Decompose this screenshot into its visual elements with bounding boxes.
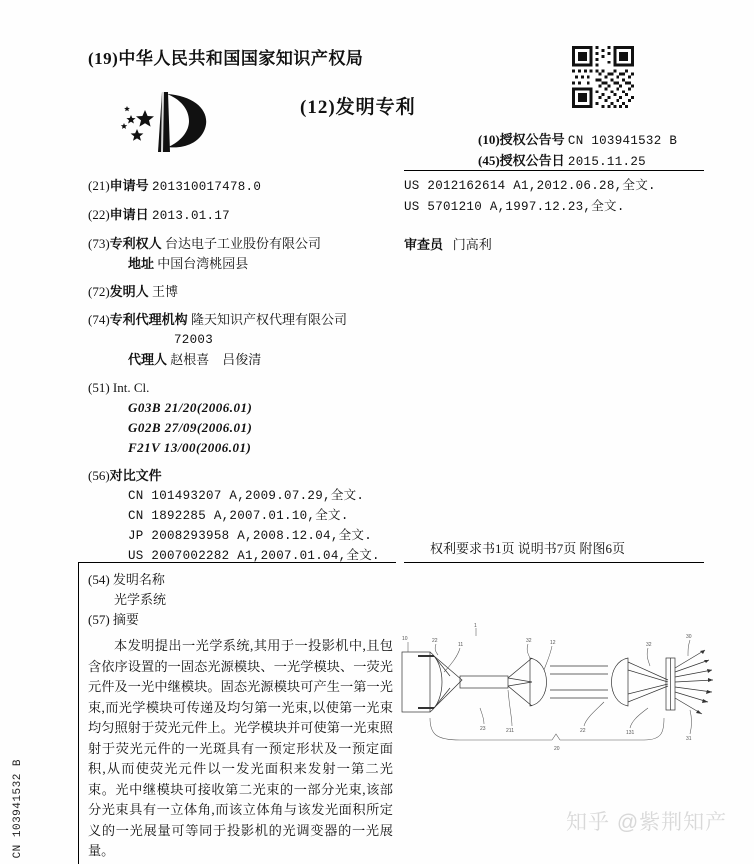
vertical-patent-code: CN 103941532 B [12, 758, 24, 858]
bottom-section-top-rule [78, 562, 396, 563]
agent-name-1: 赵根喜 [170, 352, 210, 367]
publication-block [478, 130, 677, 172]
abstract-divider-rule [404, 562, 704, 563]
inventor-value: 王博 [151, 284, 178, 299]
references-num: (56) [88, 468, 110, 483]
field-agency [88, 310, 398, 370]
svg-text:32: 32 [526, 638, 532, 644]
bottom-section-left-rule [78, 562, 79, 864]
invention-title: 光学系统 [114, 592, 167, 607]
issuing-office-line [88, 44, 363, 69]
kind-name: 发明专利 [335, 97, 416, 118]
optical-system-diagram [400, 622, 730, 762]
site-watermark: 知乎 @紫荆知产 [566, 811, 728, 834]
invention-section [88, 570, 400, 862]
svg-text:11: 11 [458, 642, 464, 648]
assignee-row [88, 234, 398, 254]
assignee-value: 台达电子工业股份有限公司 [164, 236, 321, 251]
qr-code-icon [572, 46, 634, 108]
assignee-num: (73) [88, 236, 110, 251]
references-label: 对比文件 [109, 468, 162, 483]
agent-row [88, 350, 398, 370]
publication-number-row [478, 130, 677, 151]
field-application-number [88, 176, 398, 197]
field-assignee [88, 234, 398, 274]
abstract-header [88, 610, 400, 630]
office-number: (19) [88, 49, 119, 68]
field-application-date [88, 205, 398, 226]
publication-number-label: (10)授权公告号 [478, 132, 565, 147]
agency-row [88, 310, 398, 330]
assignee-address-label: 地址 [128, 256, 155, 271]
ipc-num: (51) [88, 380, 110, 395]
application-date-label: 申请日 [109, 207, 149, 222]
header-divider-rule [404, 170, 704, 171]
reference-entry: CN 1892285 A,2007.01.10,全文. [128, 509, 349, 523]
reference-entry: US 2007002282 A1,2007.01.04,全文. [128, 549, 380, 563]
publication-number-value: CN 103941532 B [567, 134, 678, 148]
examiner-label: 审查员 [404, 237, 444, 252]
application-number-value: 201310017478.0 [151, 180, 262, 194]
inventor-num: (72) [88, 284, 110, 299]
reference-entry: US 2012162614 A1,2012.06.28,全文. [404, 179, 656, 193]
field-references [88, 466, 398, 566]
svg-text:12: 12 [550, 640, 556, 646]
ipc-entry: F21V 13/00(2006.01) [128, 440, 252, 455]
inventor-label: 发明人 [109, 284, 149, 299]
svg-text:1: 1 [474, 623, 477, 629]
cnipa-logo-icon [112, 90, 220, 156]
references-header [88, 466, 398, 486]
publication-date-value: 2015.11.25 [567, 155, 646, 169]
application-number-num: (21) [88, 178, 110, 193]
application-date-value: 2013.01.17 [151, 209, 230, 223]
svg-text:32: 32 [646, 642, 652, 648]
svg-text:22: 22 [432, 638, 438, 644]
reference-entry: CN 101493207 A,2009.07.29,全文. [128, 489, 365, 503]
svg-text:131: 131 [626, 730, 635, 736]
bibliographic-right-column [404, 176, 704, 255]
svg-text:23: 23 [480, 726, 486, 732]
ipc-entry: G03B 21/20(2006.01) [128, 400, 253, 415]
agency-code: 72003 [174, 333, 214, 347]
agency-label: 专利代理机构 [109, 312, 188, 327]
office-name: 中华人民共和国国家知识产权局 [118, 49, 364, 68]
assignee-address-row [88, 254, 398, 274]
ipc-header [88, 378, 398, 398]
abstract-label: 摘要 [112, 612, 139, 627]
title-header [88, 570, 400, 590]
examiner-row [404, 234, 704, 255]
kind-number: (12) [300, 97, 336, 118]
field-ipc [88, 378, 398, 458]
publication-date-row [478, 151, 677, 172]
reference-entry: JP 2008293958 A,2008.12.04,全文. [128, 529, 373, 543]
abstract-num: (57) [88, 612, 110, 627]
agent-label: 代理人 [128, 352, 168, 367]
title-num: (54) [88, 572, 110, 587]
agency-value: 隆天知识产权代理有限公司 [190, 312, 347, 327]
assignee-label: 专利权人 [109, 236, 162, 251]
application-number-label: 申请号 [109, 178, 149, 193]
ipc-entry: G02B 27/09(2006.01) [128, 420, 253, 435]
agency-num: (74) [88, 312, 110, 327]
svg-text:22: 22 [580, 728, 586, 734]
reference-entry: US 5701210 A,1997.12.23,全文. [404, 200, 625, 214]
abstract-text: 本发明提出一光学系统,其用于一投影机中,且包含依序设置的一固态光源模块、一光学模块、一荧光元件及一光中继模块。固态光源模块可产生一第一光束,而光学模块可传递及均匀第一光束,以使第一光束均匀照射于荧光元件上。光学模块并可使第一光束照射于荧光元件的一光斑具有一预定形状及一预定面积,从而使荧光元件以一发光面积来发射一第二光束。光中继模块可接收第二光束的一部分光束,该部分光束具有一立体角,而该立体角与该发光面积所定义的一光展量可等同于投影机的光调变器的一光展量。 [88, 638, 393, 858]
ipc-label: Int. Cl. [112, 380, 150, 395]
examiner-name: 门高利 [452, 237, 492, 252]
bibliographic-left-column [88, 176, 398, 574]
patent-kind-line [300, 92, 416, 119]
svg-text:211: 211 [506, 728, 514, 734]
svg-text:31: 31 [686, 736, 692, 742]
application-date-num: (22) [88, 207, 110, 222]
svg-text:20: 20 [554, 746, 560, 752]
page-count-line: 权利要求书1页 说明书7页 附图6页 [430, 541, 626, 556]
field-inventor [88, 282, 398, 302]
assignee-address-value: 中国台湾桃园县 [157, 256, 249, 271]
svg-text:30: 30 [686, 634, 692, 640]
svg-text:10: 10 [402, 636, 408, 642]
title-label: 发明名称 [112, 572, 165, 587]
publication-date-label: (45)授权公告日 [478, 153, 565, 168]
agent-name-2: 吕俊清 [222, 352, 262, 367]
